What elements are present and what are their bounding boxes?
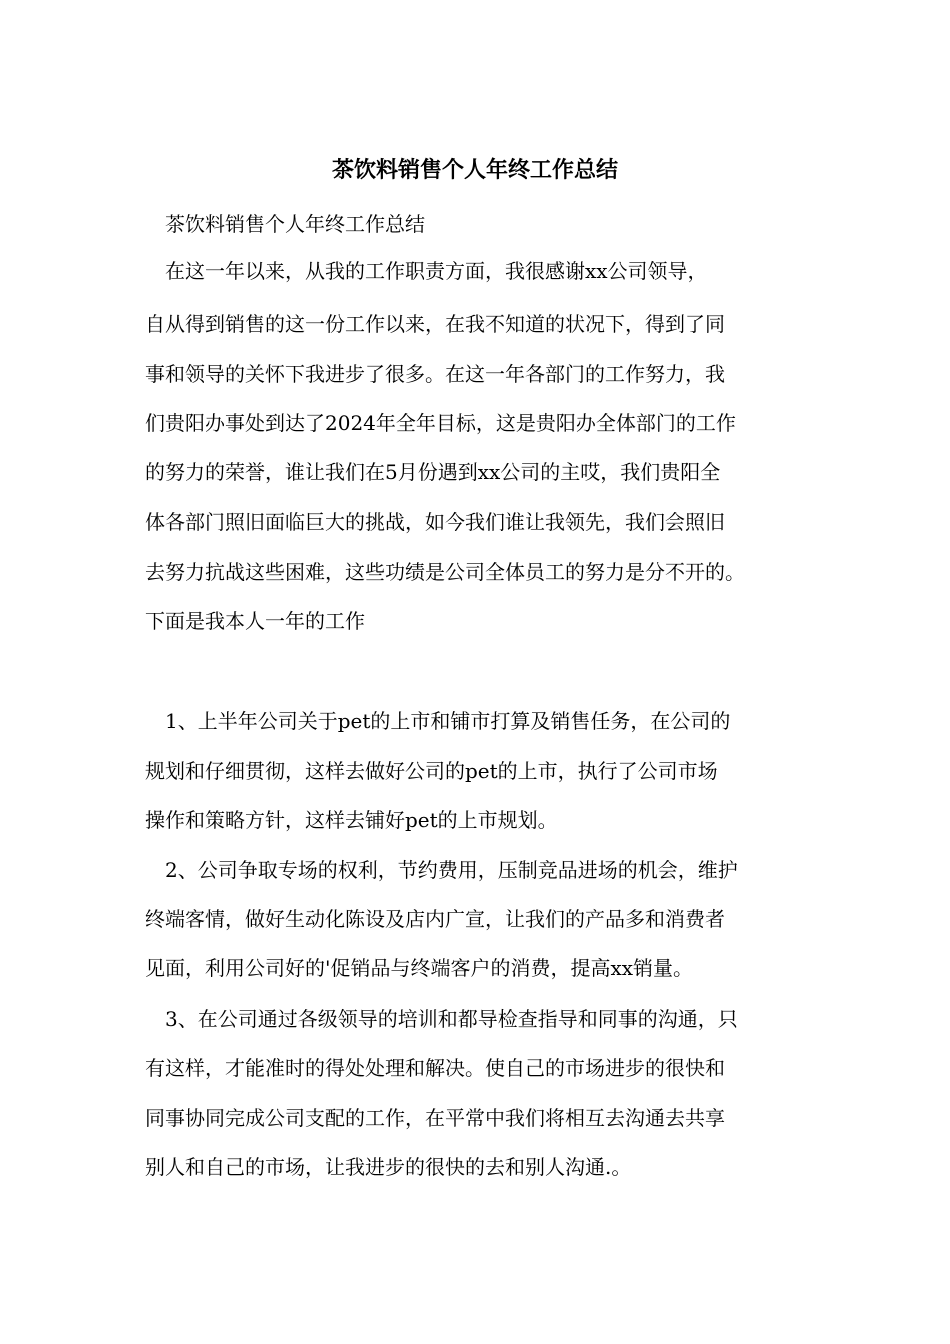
item-2-line: 见面，利用公司好的'促销品与终端客户的消费，提高xx销量。: [145, 956, 694, 980]
intro-line: 们贵阳办事处到达了2024年全年目标，这是贵阳办全体部门的工作: [145, 411, 736, 435]
item-3-line: 同事协同完成公司支配的工作，在平常中我们将相互去沟通去共享: [145, 1106, 725, 1130]
intro-line: 的努力的荣誉，谁让我们在5月份遇到xx公司的主哎，我们贵阳全: [145, 460, 721, 484]
intro-line: 在这一年以来，从我的工作职责方面，我很感谢xx公司领导，: [145, 259, 708, 283]
item-1-line: 1、上半年公司关于pet的上市和铺市打算及销售任务，在公司的: [145, 709, 731, 733]
item-1-line: 操作和策略方针，这样去铺好pet的上市规划。: [145, 808, 558, 832]
item-2-line: 终端客情，做好生动化陈设及店内广宣，让我们的产品多和消费者: [145, 907, 725, 931]
intro-line: 体各部门照旧面临巨大的挑战，如今我们谁让我领先，我们会照旧: [145, 510, 725, 534]
document-subtitle: 茶饮料销售个人年终工作总结: [165, 212, 425, 236]
item-1-line: 规划和仔细贯彻，这样去做好公司的pet的上市，执行了公司市场: [145, 759, 718, 783]
intro-line: 去努力抗战这些困难，这些功绩是公司全体员工的努力是分不开的。: [145, 560, 745, 584]
item-3-line: 3、在公司通过各级领导的培训和都导检查指导和同事的沟通，只: [145, 1007, 738, 1031]
item-2-line: 2、公司争取专场的权利，节约费用，压制竞品进场的机会，维护: [145, 858, 738, 882]
item-3-line: 有这样，才能准时的得处处理和解决。使自己的市场进步的很快和: [145, 1056, 725, 1080]
document-title: 茶饮料销售个人年终工作总结: [331, 157, 618, 183]
intro-line: 下面是我本人一年的工作: [145, 609, 365, 633]
item-3-line: 别人和自己的市场，让我进步的很快的去和别人沟通.。: [145, 1155, 632, 1179]
intro-line: 自从得到销售的这一份工作以来，在我不知道的状况下，得到了同: [145, 312, 725, 336]
intro-line: 事和领导的关怀下我进步了很多。在这一年各部门的工作努力，我: [145, 362, 725, 386]
